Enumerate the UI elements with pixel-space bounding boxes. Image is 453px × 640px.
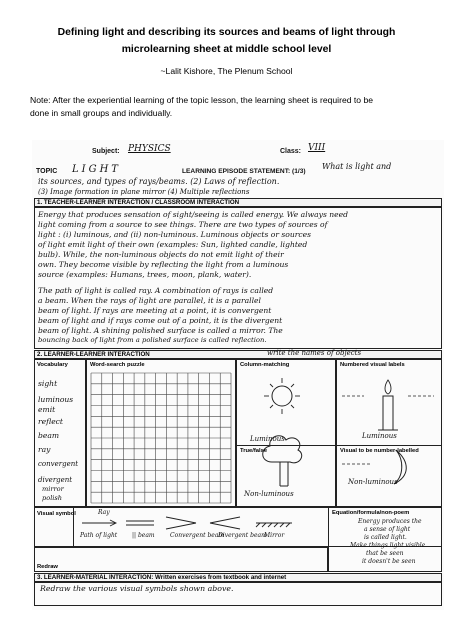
title-line-1: Defining light and describing its sources and beams of light through	[57, 27, 396, 38]
subject-label: Subject:	[92, 148, 120, 155]
section-3-text: Redraw the various visual symbols shown above.	[40, 584, 234, 593]
note-line-2: done in small groups and individually.	[30, 108, 173, 118]
para-line-10: beam of light. If rays are meeting at a point, it is convergent	[38, 306, 272, 315]
true-false-header: True/false	[240, 448, 268, 454]
section-1-header: 1. TEACHER-LEARNER INTERACTION / CLASSROOM INTERACTION	[34, 198, 442, 207]
redraw-label: Redraw	[37, 564, 58, 570]
symbol-label: Convergent beam	[170, 532, 225, 539]
vocab-word: divergent	[38, 476, 73, 484]
equation-header: Equation/formula/non-poem	[332, 510, 410, 516]
para-line-2: light coming from a source to see things. There are two types of sources of	[38, 220, 328, 229]
document-title	[30, 24, 423, 58]
redraw-row	[34, 547, 328, 572]
poem-line: is called light.	[364, 534, 407, 541]
wordsearch-grid	[90, 372, 232, 504]
para-line-4: of light emit light of their own (examples: Sun, lighted candle, lighted	[38, 240, 308, 249]
symbol-label: Path of light	[80, 532, 118, 539]
visual-symbol-label: Visual symbol	[37, 511, 76, 517]
vocab-word: beam	[38, 431, 60, 440]
para-line-8: The path of light is called ray. A combination of rays is called	[38, 286, 274, 295]
ray-symbols	[76, 509, 326, 545]
wordsearch-header: Word-search puzzle	[90, 362, 145, 368]
write-names-note: write the names of objects	[267, 349, 362, 357]
column-matching-header: Column-matching	[240, 362, 290, 368]
vocab-word: sight	[38, 379, 58, 388]
non-luminous-label-2: Non-luminous	[348, 478, 398, 486]
episode-text-1: What is light and	[322, 162, 392, 171]
para-line-5: bulb). While, the non-luminous objects do not emit light of their	[38, 250, 284, 259]
poem-line: a sense of light	[364, 526, 411, 533]
para-line-7: source (examples: Humans, trees, moon, plank, water).	[38, 270, 252, 279]
symbol-label: Mirror	[264, 532, 285, 539]
para-line-12: beam of light. A shining polished surface is called a mirror. The	[38, 326, 283, 335]
para-line-9: a beam. When the rays of light are parallel, it is a parallel	[38, 296, 261, 305]
luminous-label-2: Luminous	[362, 432, 397, 440]
poem-line: it doesn't be seen	[362, 558, 416, 565]
poem-line: Energy produces the	[358, 518, 422, 525]
para-line-1: Energy that produces sensation of sight/seeing is called energy. We always need	[38, 210, 348, 219]
symbol-label: || beam	[132, 532, 155, 539]
vocab-word: convergent	[38, 460, 79, 468]
para-line-13: bouncing back of light from a polished surface is called reflection.	[38, 336, 267, 344]
vocab-word: reflect	[38, 417, 63, 426]
note-paragraph	[30, 94, 430, 120]
numbered-visual-header: Numbered visual labels	[340, 362, 405, 368]
topic-value: LIGHT	[72, 164, 121, 175]
non-luminous-label: Non-luminous	[244, 490, 294, 498]
symbol-label: Divergent beam	[218, 532, 267, 539]
ray-label: Ray	[98, 509, 110, 516]
author-line: ~Lalit Kishore, The Plenum School	[160, 66, 293, 76]
visual-number-header: Visual to be number-labelled	[340, 448, 419, 454]
divider	[336, 445, 442, 446]
section-3-header: 3. LEARNER-MATERIAL INTERACTION: Written exercises from textbook and internet	[34, 573, 442, 582]
para-line-3: light : (i) luminous, and (ii) non-luminous. Luminous objects or sources	[38, 230, 312, 239]
scanned-learning-sheet	[32, 140, 444, 610]
vocab-word: mirror	[42, 485, 64, 493]
poem-line: Make things light visible	[350, 542, 426, 549]
episode-text-3: (3) Image formation in plane mirror (4) Multiple reflections	[38, 188, 250, 196]
subject-value: PHYSICS	[128, 144, 171, 154]
class-label: Class:	[280, 148, 302, 155]
topic-label: TOPIC	[36, 168, 58, 175]
section-2-header: 2. LEARNER-LEARNER INTERACTION	[34, 350, 442, 359]
poem-line: that be seen	[366, 550, 404, 557]
class-value: VIII	[308, 143, 326, 153]
vocab-word: ray	[38, 445, 51, 454]
episode-label: LEARNING EPISODE STATEMENT: (1/3)	[182, 168, 306, 175]
vocab-word: emit	[38, 405, 56, 414]
luminous-label: Luminous	[250, 435, 285, 443]
para-line-6: own. They become visible by reflecting the light from a luminous	[38, 260, 289, 269]
note-line-1: Note: After the experiential learning of the topic lesson, the learning sheet is required to be	[30, 95, 374, 105]
para-line-11: beam of light and if rays come out of a point, it is the divergent	[38, 316, 283, 325]
vocab-header: Vocabulary	[37, 362, 68, 368]
vocab-word: luminous	[38, 395, 74, 404]
vocab-word: polish	[42, 494, 63, 502]
divider	[236, 445, 336, 446]
title-line-2: microlearning sheet at middle school level	[121, 44, 332, 55]
episode-text-2: its sources, and types of rays/beams. (2) Laws of reflection.	[38, 177, 280, 186]
